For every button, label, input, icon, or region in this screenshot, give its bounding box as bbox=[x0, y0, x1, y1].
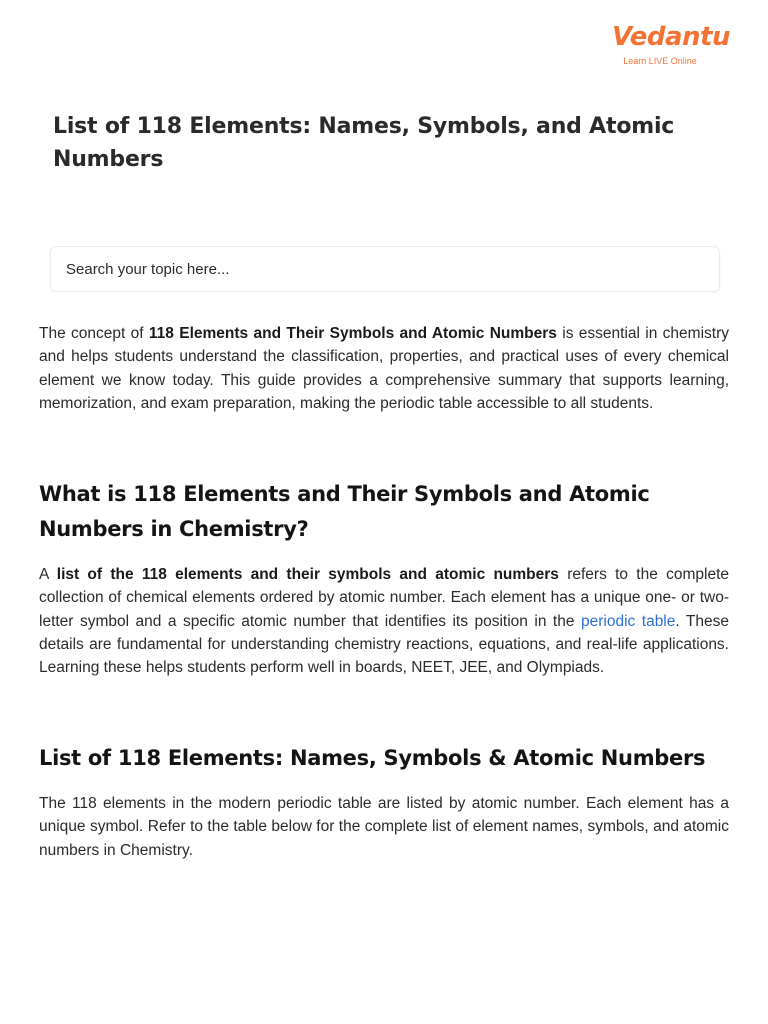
section1-paragraph bbox=[39, 563, 729, 679]
logo-wordmark: Vedantu bbox=[612, 22, 730, 52]
intro-bold-term: 118 Elements and Their Symbols and Atomic Numbers bbox=[148, 325, 557, 342]
search-input[interactable] bbox=[51, 247, 719, 291]
logo-tagline: Learn LIVE Online bbox=[623, 56, 697, 66]
intro-text-start: The concept of bbox=[39, 325, 149, 342]
periodic-table-link[interactable]: periodic table bbox=[580, 612, 676, 630]
section1-text-end: . These details are fundamental for understanding chemistry reactions, equations, and real-life applications. Learning these helps students perform well in boards, NEET, JEE, and Olympiads. bbox=[39, 612, 729, 677]
search-box[interactable] bbox=[50, 246, 720, 292]
section1-text-middle: refers to the complete collection of chemical elements ordered by atomic number. Each element has a unique one- or two-letter symbol and a specific atomic number that identifies its position in the bbox=[39, 566, 729, 630]
page-title: List of 118 Elements: Names, Symbols, and Atomic Numbers bbox=[53, 114, 675, 172]
section2-paragraph: The 118 elements in the modern periodic table are listed by atomic number. Each element has a unique symbol. Refer to the table below for the complete list of element names, symbols, and atomic numbers in Chemistry. bbox=[39, 795, 729, 859]
section-heading-list: List of 118 Elements: Names, Symbols & Atomic Numbers bbox=[39, 746, 706, 770]
intro-paragraph bbox=[39, 322, 729, 415]
section1-text-start: A bbox=[39, 566, 57, 583]
section-heading-what-is: What is 118 Elements and Their Symbols and Atomic Numbers in Chemistry? bbox=[39, 482, 650, 541]
vedantu-logo[interactable] bbox=[612, 20, 730, 72]
intro-text-end: is essential in chemistry and helps students understand the classification, properties, and practical uses of every chemical element we know today. This guide provides a comprehensive summary that supports learning, memorization, and exam preparation, making the periodic table accessible to all students. bbox=[39, 325, 729, 412]
section1-bold-term: list of the 118 elements and their symbols and atomic numbers bbox=[56, 566, 559, 583]
